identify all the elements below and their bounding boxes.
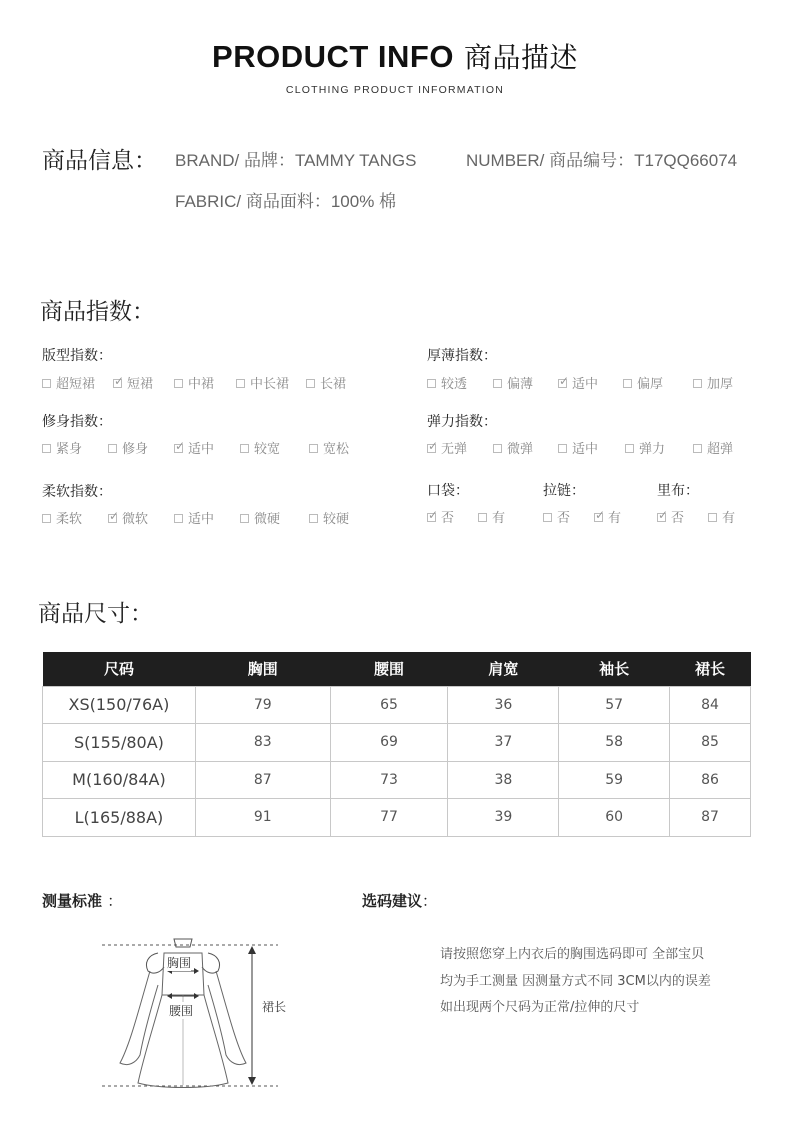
checked-box-icon — [558, 379, 567, 388]
table-cell: 39 — [448, 799, 559, 837]
size-table-header — [43, 652, 751, 686]
col-header-chest: 胸围 — [195, 652, 330, 686]
option-label: 柔软 — [56, 512, 83, 527]
option-label: 超弹 — [707, 442, 734, 457]
table-cell: 65 — [330, 686, 448, 724]
option-elastic — [558, 438, 598, 457]
checkbox-icon — [309, 514, 318, 523]
checkbox-icon — [427, 379, 436, 388]
thickness-label: 厚薄指数： — [427, 348, 497, 364]
option-label: 无弹 — [441, 442, 468, 457]
option-label: 加厚 — [707, 377, 734, 392]
table-row — [43, 761, 751, 799]
checked-box-icon — [594, 513, 603, 522]
option-thickness — [693, 373, 733, 392]
fabric-text: FABRIC/ 商品面料：100% 棉 — [175, 192, 397, 211]
page-header — [0, 36, 790, 96]
table-cell: 57 — [559, 686, 670, 724]
table-cell: 36 — [448, 686, 559, 724]
measure-heading-text: 测量标准 — [42, 892, 103, 910]
checkbox-icon — [493, 379, 502, 388]
option-softness — [42, 508, 82, 527]
page-title — [0, 36, 790, 76]
option-label: 否 — [557, 511, 571, 526]
size-cell: S(155/80A) — [43, 724, 196, 762]
option-label: 中长裙 — [250, 377, 290, 392]
option-slim — [240, 438, 280, 457]
checked-box-icon — [113, 379, 122, 388]
size-cell: L(165/88A) — [43, 799, 196, 837]
option-zipper — [594, 507, 621, 526]
lining-label: 里布： — [657, 483, 699, 499]
zipper-label: 拉链： — [543, 483, 585, 499]
option-label: 适中 — [188, 512, 215, 527]
size-table — [42, 652, 751, 837]
measure-heading — [42, 890, 122, 911]
checkbox-icon — [543, 513, 552, 522]
dress-measurement-diagram — [100, 935, 300, 1095]
option-thickness — [493, 373, 533, 392]
option-elastic — [693, 438, 733, 457]
advice-line: 均为手工测量 因测量方式不同 3CM以内的误差 — [440, 973, 711, 989]
checkbox-icon — [493, 444, 502, 453]
option-label: 中裙 — [188, 377, 215, 392]
dress-illustration — [100, 935, 300, 1095]
col-header-length: 裙长 — [670, 652, 751, 686]
option-elastic — [427, 438, 467, 457]
checkbox-icon — [708, 513, 717, 522]
indices-heading: 商品指数： — [40, 299, 155, 325]
option-softness — [309, 508, 349, 527]
option-lining — [657, 507, 684, 526]
option-label: 微软 — [122, 512, 149, 527]
table-cell: 69 — [330, 724, 448, 762]
product-info-heading: 商品信息： — [42, 148, 157, 174]
option-fit-type — [42, 373, 95, 392]
table-cell: 58 — [559, 724, 670, 762]
option-label: 偏厚 — [637, 377, 664, 392]
table-cell: 79 — [195, 686, 330, 724]
length-label: 裙长 — [262, 1000, 287, 1014]
checkbox-icon — [693, 444, 702, 453]
option-softness — [174, 508, 214, 527]
chest-label: 胸围 — [167, 956, 192, 970]
option-label: 超短裙 — [56, 377, 96, 392]
col-header-size: 尺码 — [43, 652, 196, 686]
option-slim — [309, 438, 349, 457]
checkbox-icon — [623, 379, 632, 388]
option-thickness — [558, 373, 598, 392]
option-softness — [240, 508, 280, 527]
title-cn: 商品描述 — [463, 41, 578, 74]
waist-label: 腰围 — [169, 1004, 194, 1018]
option-lining — [708, 507, 735, 526]
col-header-waist: 腰围 — [330, 652, 448, 686]
checkbox-icon — [240, 444, 249, 453]
option-label: 长裙 — [320, 377, 347, 392]
page-subtitle: CLOTHING PRODUCT INFORMATION — [285, 84, 505, 96]
title-en: PRODUCT INFO — [212, 39, 454, 74]
option-label: 宽松 — [323, 442, 350, 457]
fit-type-label: 版型指数： — [42, 348, 112, 364]
table-cell: 37 — [448, 724, 559, 762]
option-zipper — [543, 507, 570, 526]
checkbox-icon — [174, 514, 183, 523]
checkbox-icon — [236, 379, 245, 388]
option-thickness — [623, 373, 663, 392]
option-label: 较宽 — [254, 442, 281, 457]
checkbox-icon — [306, 379, 315, 388]
option-label: 微弹 — [507, 442, 534, 457]
table-cell: 85 — [670, 724, 751, 762]
option-label: 紧身 — [56, 442, 83, 457]
softness-label: 柔软指数： — [42, 484, 112, 500]
option-label: 否 — [441, 511, 455, 526]
size-advice — [440, 942, 711, 1022]
brand-text: BRAND/ 品牌：TAMMY TANGS — [175, 151, 417, 170]
checkbox-icon — [42, 379, 51, 388]
option-elastic — [625, 438, 665, 457]
option-fit-type — [306, 373, 346, 392]
option-label: 较硬 — [323, 512, 350, 527]
option-slim — [42, 438, 82, 457]
option-label: 偏薄 — [507, 377, 534, 392]
col-header-sleeve: 袖长 — [559, 652, 670, 686]
size-cell: XS(150/76A) — [43, 686, 196, 724]
checkbox-icon — [478, 513, 487, 522]
checkbox-icon — [42, 444, 51, 453]
table-cell: 87 — [670, 799, 751, 837]
option-label: 有 — [722, 511, 736, 526]
table-cell: 83 — [195, 724, 330, 762]
table-row — [43, 799, 751, 837]
checked-box-icon — [108, 514, 117, 523]
option-fit-type — [236, 373, 289, 392]
option-label: 微硬 — [254, 512, 281, 527]
option-label: 弹力 — [639, 442, 666, 457]
table-row — [43, 724, 751, 762]
col-header-shoulder: 肩宽 — [448, 652, 559, 686]
measure-heading-colon: ： — [107, 892, 123, 910]
option-label: 适中 — [572, 442, 599, 457]
checkbox-icon — [108, 444, 117, 453]
advice-heading — [362, 890, 437, 911]
option-label: 否 — [671, 511, 685, 526]
table-cell: 91 — [195, 799, 330, 837]
checkbox-icon — [174, 379, 183, 388]
option-label: 适中 — [188, 442, 215, 457]
checked-box-icon — [657, 513, 666, 522]
advice-heading-colon: ： — [422, 892, 438, 910]
table-cell: 60 — [559, 799, 670, 837]
pocket-label: 口袋： — [427, 483, 469, 499]
table-row — [43, 686, 751, 724]
option-fit-type — [113, 373, 153, 392]
advice-line: 请按照您穿上内衣后的胸围选码即可 全部宝贝 — [440, 947, 705, 962]
advice-heading-text: 选码建议 — [362, 892, 423, 910]
checkbox-icon — [309, 444, 318, 453]
size-heading: 商品尺寸： — [38, 601, 153, 627]
option-softness — [108, 508, 148, 527]
option-slim — [108, 438, 148, 457]
checked-box-icon — [427, 513, 436, 522]
checkbox-icon — [693, 379, 702, 388]
option-label: 有 — [492, 511, 506, 526]
option-label: 修身 — [122, 442, 149, 457]
table-cell: 77 — [330, 799, 448, 837]
advice-line: 如出现两个尺码为正常/拉伸的尺寸 — [440, 1000, 640, 1015]
option-thickness — [427, 373, 467, 392]
option-elastic — [493, 438, 533, 457]
size-cell: M(160/84A) — [43, 761, 196, 799]
option-label: 较透 — [441, 377, 468, 392]
checked-box-icon — [427, 444, 436, 453]
option-fit-type — [174, 373, 214, 392]
table-cell: 73 — [330, 761, 448, 799]
option-pocket — [427, 507, 454, 526]
table-cell: 87 — [195, 761, 330, 799]
checked-box-icon — [174, 444, 183, 453]
table-cell: 86 — [670, 761, 751, 799]
slim-label: 修身指数： — [42, 414, 112, 430]
table-cell: 59 — [559, 761, 670, 799]
checkbox-icon — [240, 514, 249, 523]
checkbox-icon — [625, 444, 634, 453]
checkbox-icon — [42, 514, 51, 523]
option-label: 适中 — [572, 377, 599, 392]
number-text: NUMBER/ 商品编号：T17QQ66074 — [466, 151, 738, 170]
option-label: 短裙 — [127, 377, 154, 392]
checkbox-icon — [558, 444, 567, 453]
table-cell: 38 — [448, 761, 559, 799]
option-label: 有 — [608, 511, 622, 526]
elastic-label: 弹力指数： — [427, 414, 497, 430]
option-slim — [174, 438, 214, 457]
option-pocket — [478, 507, 505, 526]
table-cell: 84 — [670, 686, 751, 724]
